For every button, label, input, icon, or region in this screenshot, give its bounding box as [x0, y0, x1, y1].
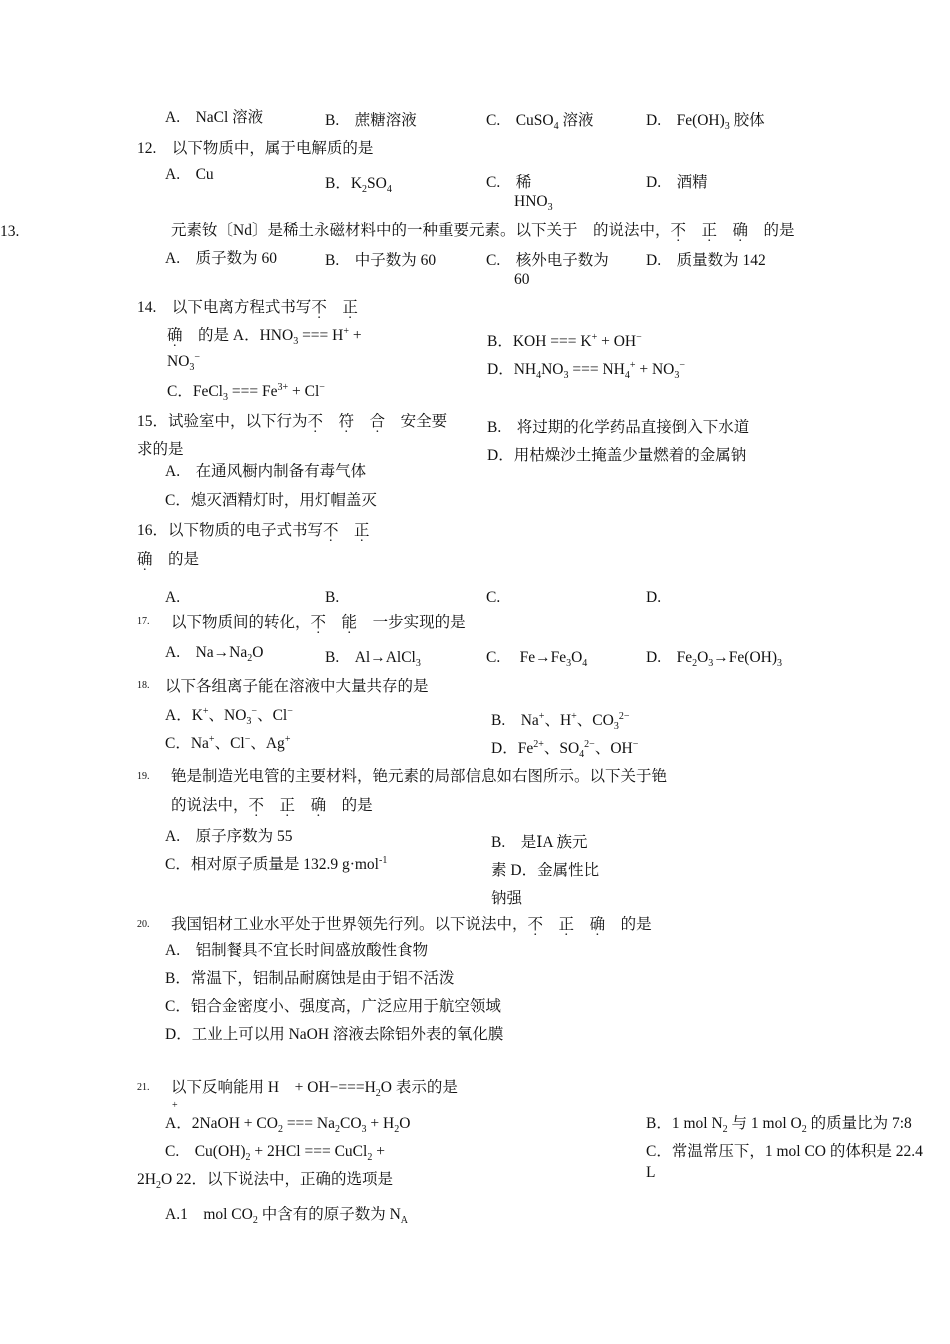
- q19-option-bd: 素 D．金属性比: [491, 862, 600, 879]
- q13-option-d: D. 质量数为 142: [646, 252, 766, 269]
- q21-stem: 以下反响能用 H + $OH-===H_2O$ 表示的是: [171, 1079, 458, 1100]
- q17-option-a: A. $Na\to Na_2O$: [165, 644, 264, 665]
- q19-number: 19.: [137, 771, 150, 782]
- q13-option-c-line1: C. 核外电子数为: [486, 252, 609, 269]
- q16-option-a: A.: [165, 589, 181, 606]
- q18-number: 18.: [137, 680, 150, 691]
- q14-stem: 14. 以下电离方程式书写不 正: [137, 299, 358, 316]
- q13-stem: 元素钕〔Nd〕是稀土永磁材料中的一种重要元素。以下关于 的说法中，不 正 确 的是: [171, 222, 795, 239]
- q14-option-d: D．$NH_4NO_3$ === $NH_4^+ + NO_3^-$: [487, 359, 686, 382]
- q16-option-b: B.: [325, 589, 340, 606]
- q22-option-a: A.1 mol $CO_2$ 中含有的原子数为 $N_A$: [165, 1206, 409, 1227]
- q15-option-c: C．熄灭酒精灯时，用灯帽盖灭: [165, 492, 377, 509]
- q14-option-b: B．KOH === K+ + OH−: [487, 331, 642, 350]
- q22-stem: $2H_2O$ 22．以下说法中，正确的选项是: [137, 1171, 394, 1192]
- q18-option-d: D．$Fe^{2+}$、$SO_4^{2-}$、OH−: [491, 738, 639, 761]
- q12-option-d: D. 酒精: [646, 174, 708, 191]
- q20-option-c: C．铝合金密度小、强度高，广泛应用于航空领域: [165, 998, 501, 1015]
- q22-option-c-line1: C．常温常压下，1 mol CO 的体积是 22.4: [646, 1143, 923, 1160]
- q13-number: 13.: [0, 223, 20, 240]
- q21-number: 21.: [137, 1082, 150, 1093]
- q15-option-a: A. 在通风橱内制备有毒气体: [165, 463, 367, 480]
- q19-option-b: B. 是ⅠA 族元: [491, 834, 588, 851]
- q14-option-c: C．FeCl$_3$ === $Fe^{3+} + Cl^-$: [167, 381, 325, 404]
- q15-option-b: B. 将过期的化学药品直接倒入下水道: [487, 419, 750, 436]
- q17-option-c: C. $Fe\to Fe_3O_4$: [486, 649, 588, 670]
- q20-option-a: A. 铝制餐具不宜长时间盛放酸性食物: [165, 942, 429, 959]
- q12-option-c-line1: C. 稀: [486, 174, 532, 191]
- q13-option-a: A. 质子数为 60: [165, 250, 277, 267]
- q11-option-b: B. 蔗糖溶液: [325, 112, 417, 129]
- q11-option-c: C. CuSO$_4$ 溶液: [486, 112, 594, 133]
- q20-option-d: D．工业上可以用 NaOH 溶液去除铝外表的氧化膜: [165, 1026, 504, 1043]
- q22-option-c-line2: L: [646, 1164, 656, 1181]
- q14-stem-line2: 确 的是 A．$HNO_3$ === H+ +: [167, 325, 362, 348]
- q18-option-a: A．K+、$NO_3^-$、Cl−: [165, 705, 293, 728]
- q15-option-d: D．用枯燥沙土掩盖少量燃着的金属钠: [487, 447, 747, 464]
- q17-stem: 以下物质间的转化，不 能 一步实现的是: [171, 614, 466, 631]
- q16-stem-line2: 确 的是: [137, 551, 200, 568]
- q11-option-d: D. $Fe(OH)_3$ 胶体: [646, 112, 765, 133]
- q12-option-b: B．$K_2SO_4$: [325, 175, 392, 196]
- q13-option-c-line2: 60: [514, 271, 530, 288]
- q12-option-a: A. Cu: [165, 166, 214, 183]
- q22-option-b: B．1 mol $N_2$ 与 1 mol $O_2$ 的质量比为 7:8: [646, 1115, 912, 1136]
- q11-option-a: A. NaCl 溶液: [165, 109, 264, 126]
- q19-option-a: A. 原子序数为 55: [165, 828, 293, 845]
- q17-option-d: D. $Fe_2O_3\to Fe(OH)_3$: [646, 649, 782, 670]
- q18-option-c: C．Na+、Cl−、Ag+: [165, 733, 291, 752]
- q19-option-c: C．相对原子质量是 132.9 g·mol$^{-1}$: [165, 854, 388, 873]
- q21-stem-plus: +: [172, 1100, 178, 1111]
- q21-option-c: C. $Cu(OH)_2 + 2HCl$ === CuCl$_2$ +: [165, 1143, 385, 1164]
- q17-number: 17.: [137, 616, 150, 627]
- q17-option-b: B. Al→AlCl$_3$: [325, 649, 421, 670]
- q20-option-b: B．常温下，铝制品耐腐蚀是由于铝不活泼: [165, 970, 455, 987]
- q16-option-c: C.: [486, 589, 501, 606]
- q19-option-d-line2: 钠强: [491, 890, 523, 907]
- q20-stem: 我国铝材工业水平处于世界领先行列。以下说法中，不 正 确 的是: [171, 916, 652, 933]
- q20-number: 20.: [137, 919, 150, 930]
- q16-stem: 16．以下物质的电子式书写不 正: [137, 522, 370, 539]
- q12-option-c-line2: $HNO_3$: [514, 193, 553, 214]
- q16-option-d: D.: [646, 589, 662, 606]
- q12-stem: 12. 以下物质中，属于电解质的是: [137, 140, 374, 157]
- q19-stem: 铯是制造光电管的主要材料，铯元素的局部信息如右图所示。以下关于铯: [171, 768, 668, 785]
- q21-option-a: A．2NaOH + $CO_2$ === $Na_2CO_3 + H_2O$: [165, 1115, 411, 1136]
- q18-option-b: B. Na+、H+、$CO_3^{2-}$: [491, 710, 630, 733]
- q14-option-a-line2: $NO_3^-$: [167, 351, 201, 374]
- q15-stem-line2: 求的是: [137, 441, 184, 458]
- q19-stem-line2: 的说法中，不 正 确 的是: [171, 797, 373, 814]
- q18-stem: 以下各组离子能在溶液中大量共存的是: [165, 678, 429, 695]
- q13-option-b: B. 中子数为 60: [325, 252, 437, 269]
- q15-stem: 15．试验室中，以下行为不 符 合 安全要: [137, 413, 448, 430]
